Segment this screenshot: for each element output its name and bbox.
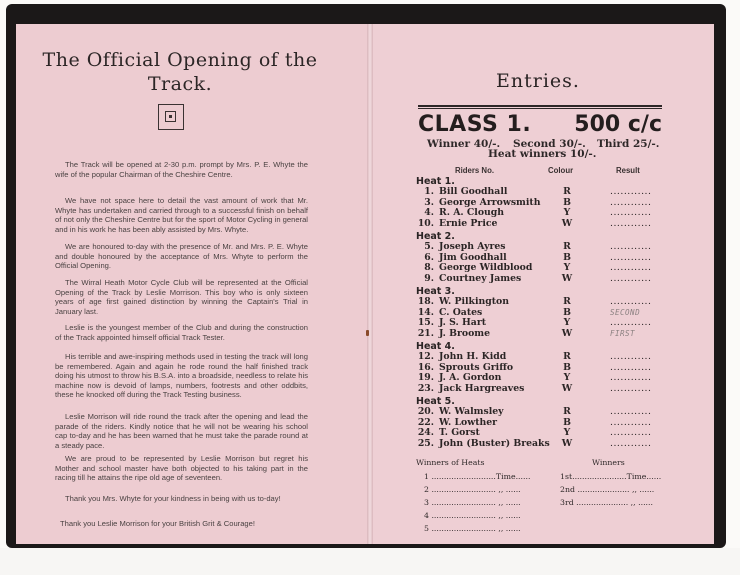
rider-name: T. Gorst xyxy=(439,427,480,439)
class-label: CLASS 1. xyxy=(418,112,532,137)
paragraph: Thank you Mrs. Whyte for your kindness in being with us to-day! xyxy=(65,494,281,503)
rider-name: R. A. Clough xyxy=(439,207,505,219)
rider-number: 3. xyxy=(424,196,434,208)
rider-colour: Y xyxy=(563,427,571,439)
rider-name: W. Pilkington xyxy=(439,296,510,307)
heat-label: Heat 1. xyxy=(416,176,455,187)
header-result: Result xyxy=(616,166,640,175)
rider-colour: B xyxy=(563,251,571,263)
heat-winner-line: 1 ..........................Time...... xyxy=(424,472,531,481)
paragraph: Leslie is the youngest member of the Club and during the construction of the Track appointed himself official Track Tester. xyxy=(55,323,308,342)
final-winner-line: 3rd ..................... ,, ...... xyxy=(560,498,653,507)
class-cc: 500 c/c xyxy=(574,112,662,137)
heat-block xyxy=(416,341,666,395)
winners-label: Winners xyxy=(592,458,625,467)
rider-colour: R xyxy=(563,186,571,197)
rider-colour: R xyxy=(563,406,571,417)
rider-result: ............ xyxy=(610,262,652,274)
rider-number: 1. xyxy=(424,186,434,197)
divider xyxy=(418,108,662,109)
final-winner-line: 2nd ..................... ,, ...... xyxy=(560,485,655,494)
rider-name: Courtney James xyxy=(439,273,522,285)
rider-name: Jim Goodhall xyxy=(439,251,507,263)
rider-colour: Y xyxy=(563,262,571,274)
heat-winner-line: 4 .......................... ,, ...... xyxy=(424,511,521,520)
rider-result: ............ xyxy=(610,207,652,219)
rider-number: 5. xyxy=(424,241,434,252)
rider-name: J. Broome xyxy=(439,328,491,340)
rider-result: ............ xyxy=(610,317,652,329)
target-emblem-icon xyxy=(158,104,184,130)
prize-heat: Heat winners 10/-. xyxy=(488,148,597,160)
rider-colour: R xyxy=(563,296,571,307)
rider-number: 19. xyxy=(417,372,434,384)
rider-result: ............ xyxy=(610,241,652,252)
final-winner-line: 1st......................Time...... xyxy=(560,472,662,481)
opening-title-line2: Track. xyxy=(147,73,213,95)
rider-colour: Y xyxy=(563,207,571,219)
rider-name: Sprouts Griffo xyxy=(439,361,514,373)
bottom-margin xyxy=(0,548,740,575)
rider-name: Ernie Price xyxy=(439,218,498,230)
rider-name: John (Buster) Breaks xyxy=(439,438,550,450)
rider-result: ............ xyxy=(610,438,652,450)
rider-colour: B xyxy=(563,306,571,318)
heat-winner-line: 5 .......................... ,, ...... xyxy=(424,524,521,533)
rider-number: 22. xyxy=(417,416,434,428)
heat-label: Heat 2. xyxy=(416,231,455,242)
heat-winner-line: 3 .......................... ,, ...... xyxy=(424,498,521,507)
heat-block xyxy=(416,176,666,230)
heat-label: Heat 5. xyxy=(416,396,455,407)
rider-result: ............ xyxy=(610,196,652,208)
rider-number: 8. xyxy=(424,262,434,274)
rider-row xyxy=(416,274,666,285)
paragraph: We are honoured to-day with the presence of Mr. and Mrs. P. E. Whyte and double honoured by the acceptance of Mrs. Whyte to perform the Official Opening. xyxy=(55,242,308,271)
header-colour: Colour xyxy=(548,166,574,175)
rider-number: 4. xyxy=(424,207,434,219)
rider-name: John H. Kidd xyxy=(439,351,507,362)
rider-result: ............ xyxy=(610,427,652,439)
header-riders: Riders No. xyxy=(455,166,494,175)
heat-label: Heat 3. xyxy=(416,286,455,297)
staple xyxy=(366,330,369,336)
rider-colour: W xyxy=(561,273,573,285)
rider-colour: Y xyxy=(563,317,571,329)
heat-block xyxy=(416,231,666,285)
opening-title xyxy=(30,48,330,96)
rider-name: Jack Hargreaves xyxy=(439,383,525,395)
paragraph: We are proud to be represented by Leslie Morrison but regret his Mother and school master have both objected to his taking part in the racing till he attains the ripe old age of seventeen. xyxy=(55,454,308,483)
divider xyxy=(418,105,662,107)
rider-result-stamp: FIRST xyxy=(610,329,636,339)
rider-name: Bill Goodhall xyxy=(439,186,508,197)
rider-row xyxy=(416,384,666,395)
heat-block xyxy=(416,396,666,450)
rider-number: 23. xyxy=(417,383,434,395)
rider-number: 10. xyxy=(417,218,434,230)
rider-result-stamp: SECOND xyxy=(610,307,641,317)
rider-row xyxy=(416,329,666,340)
rider-result: ............ xyxy=(610,218,652,230)
rider-number: 25. xyxy=(417,438,434,450)
rider-colour: B xyxy=(563,361,571,373)
heat-label: Heat 4. xyxy=(416,341,455,352)
heat-block xyxy=(416,286,666,340)
prize-third: Third 25/-. xyxy=(597,138,660,150)
rider-number: 15. xyxy=(417,317,434,329)
paragraph: The Wirral Heath Motor Cycle Club will be represented at the Official Opening of the Track by Leslie Morrison. This boy who is only sixteen years of age first gained distinction by winning the Captain's Trial in January last. xyxy=(55,278,308,316)
rider-colour: W xyxy=(561,383,573,395)
paragraph: Thank you Leslie Morrison for your British Grit & Courage! xyxy=(60,519,255,528)
rider-number: 6. xyxy=(424,251,434,263)
rider-number: 12. xyxy=(417,351,434,362)
prize-winner: Winner 40/-. xyxy=(427,138,501,150)
rider-result: ............ xyxy=(610,351,652,362)
rider-number: 21. xyxy=(417,328,434,340)
rider-name: George Wildblood xyxy=(439,262,533,274)
rider-number: 16. xyxy=(417,361,434,373)
page-fold xyxy=(367,24,373,544)
rider-result: ............ xyxy=(610,372,652,384)
paragraph: We have not space here to detail the vast amount of work that Mr. Whyte has undertaken and carried through to a successful finish on behalf of not only the Cheshire Centre but for the sport of Motor Cycling in general and in his work he has been ably assisted by Mrs. Whyte. xyxy=(55,196,308,234)
rider-number: 14. xyxy=(417,306,434,318)
rider-result: ............ xyxy=(610,406,652,417)
rider-colour: R xyxy=(563,241,571,252)
rider-colour: Y xyxy=(563,372,571,384)
rider-colour: R xyxy=(563,351,571,362)
entries-title: Entries. xyxy=(496,70,580,92)
paragraph: His terrible and awe-inspiring methods used in testing the track will long be remembered. Again and again he rode round the half finished track doing his utmost to throw his B.S.A. into a broadside, needless to relate his machine now is devoid of lamps, numbers, footrests and other oddbits, these he knocked off during the Track Testing business. xyxy=(55,352,308,400)
rider-result: ............ xyxy=(610,273,652,285)
rider-result: ............ xyxy=(610,186,652,197)
rider-colour: B xyxy=(563,196,571,208)
heat-winner-line: 2 .......................... ,, ...... xyxy=(424,485,521,494)
rider-name: J. S. Hart xyxy=(439,317,487,329)
rider-result: ............ xyxy=(610,296,652,307)
prize-second: Second 30/-. xyxy=(513,138,586,150)
rider-name: Joseph Ayres xyxy=(439,241,506,252)
rider-result: ............ xyxy=(610,361,652,373)
rider-name: W. Lowther xyxy=(439,416,498,428)
rider-name: C. Oates xyxy=(439,306,483,318)
paragraph: Leslie Morrison will ride round the track after the opening and lead the parade of the riders. Kindly notice that he will not be wearing his school cap to-day and he has been warned that he must take the parade round at a steady pace. xyxy=(55,412,308,450)
rider-row xyxy=(416,219,666,230)
rider-colour: W xyxy=(561,438,573,450)
rider-name: J. A. Gordon xyxy=(439,372,502,384)
rider-name: W. Walmsley xyxy=(439,406,504,417)
rider-name: George Arrowsmith xyxy=(439,196,541,208)
rider-colour: B xyxy=(563,416,571,428)
rider-result: ............ xyxy=(610,251,652,263)
rider-result: ............ xyxy=(610,383,652,395)
rider-number: 24. xyxy=(417,427,434,439)
opening-title-line1: The Official Opening of the xyxy=(42,49,318,71)
winners-of-heats-label: Winners of Heats xyxy=(416,458,485,467)
rider-colour: W xyxy=(561,328,573,340)
rider-number: 20. xyxy=(417,406,434,417)
rider-number: 9. xyxy=(424,273,434,285)
rider-colour: W xyxy=(561,218,573,230)
rider-number: 18. xyxy=(417,296,434,307)
rider-result: ............ xyxy=(610,416,652,428)
rider-row xyxy=(416,439,666,450)
paragraph: The Track will be opened at 2-30 p.m. prompt by Mrs. P. E. Whyte the wife of the popular Chairman of the Cheshire Centre. xyxy=(55,160,308,179)
